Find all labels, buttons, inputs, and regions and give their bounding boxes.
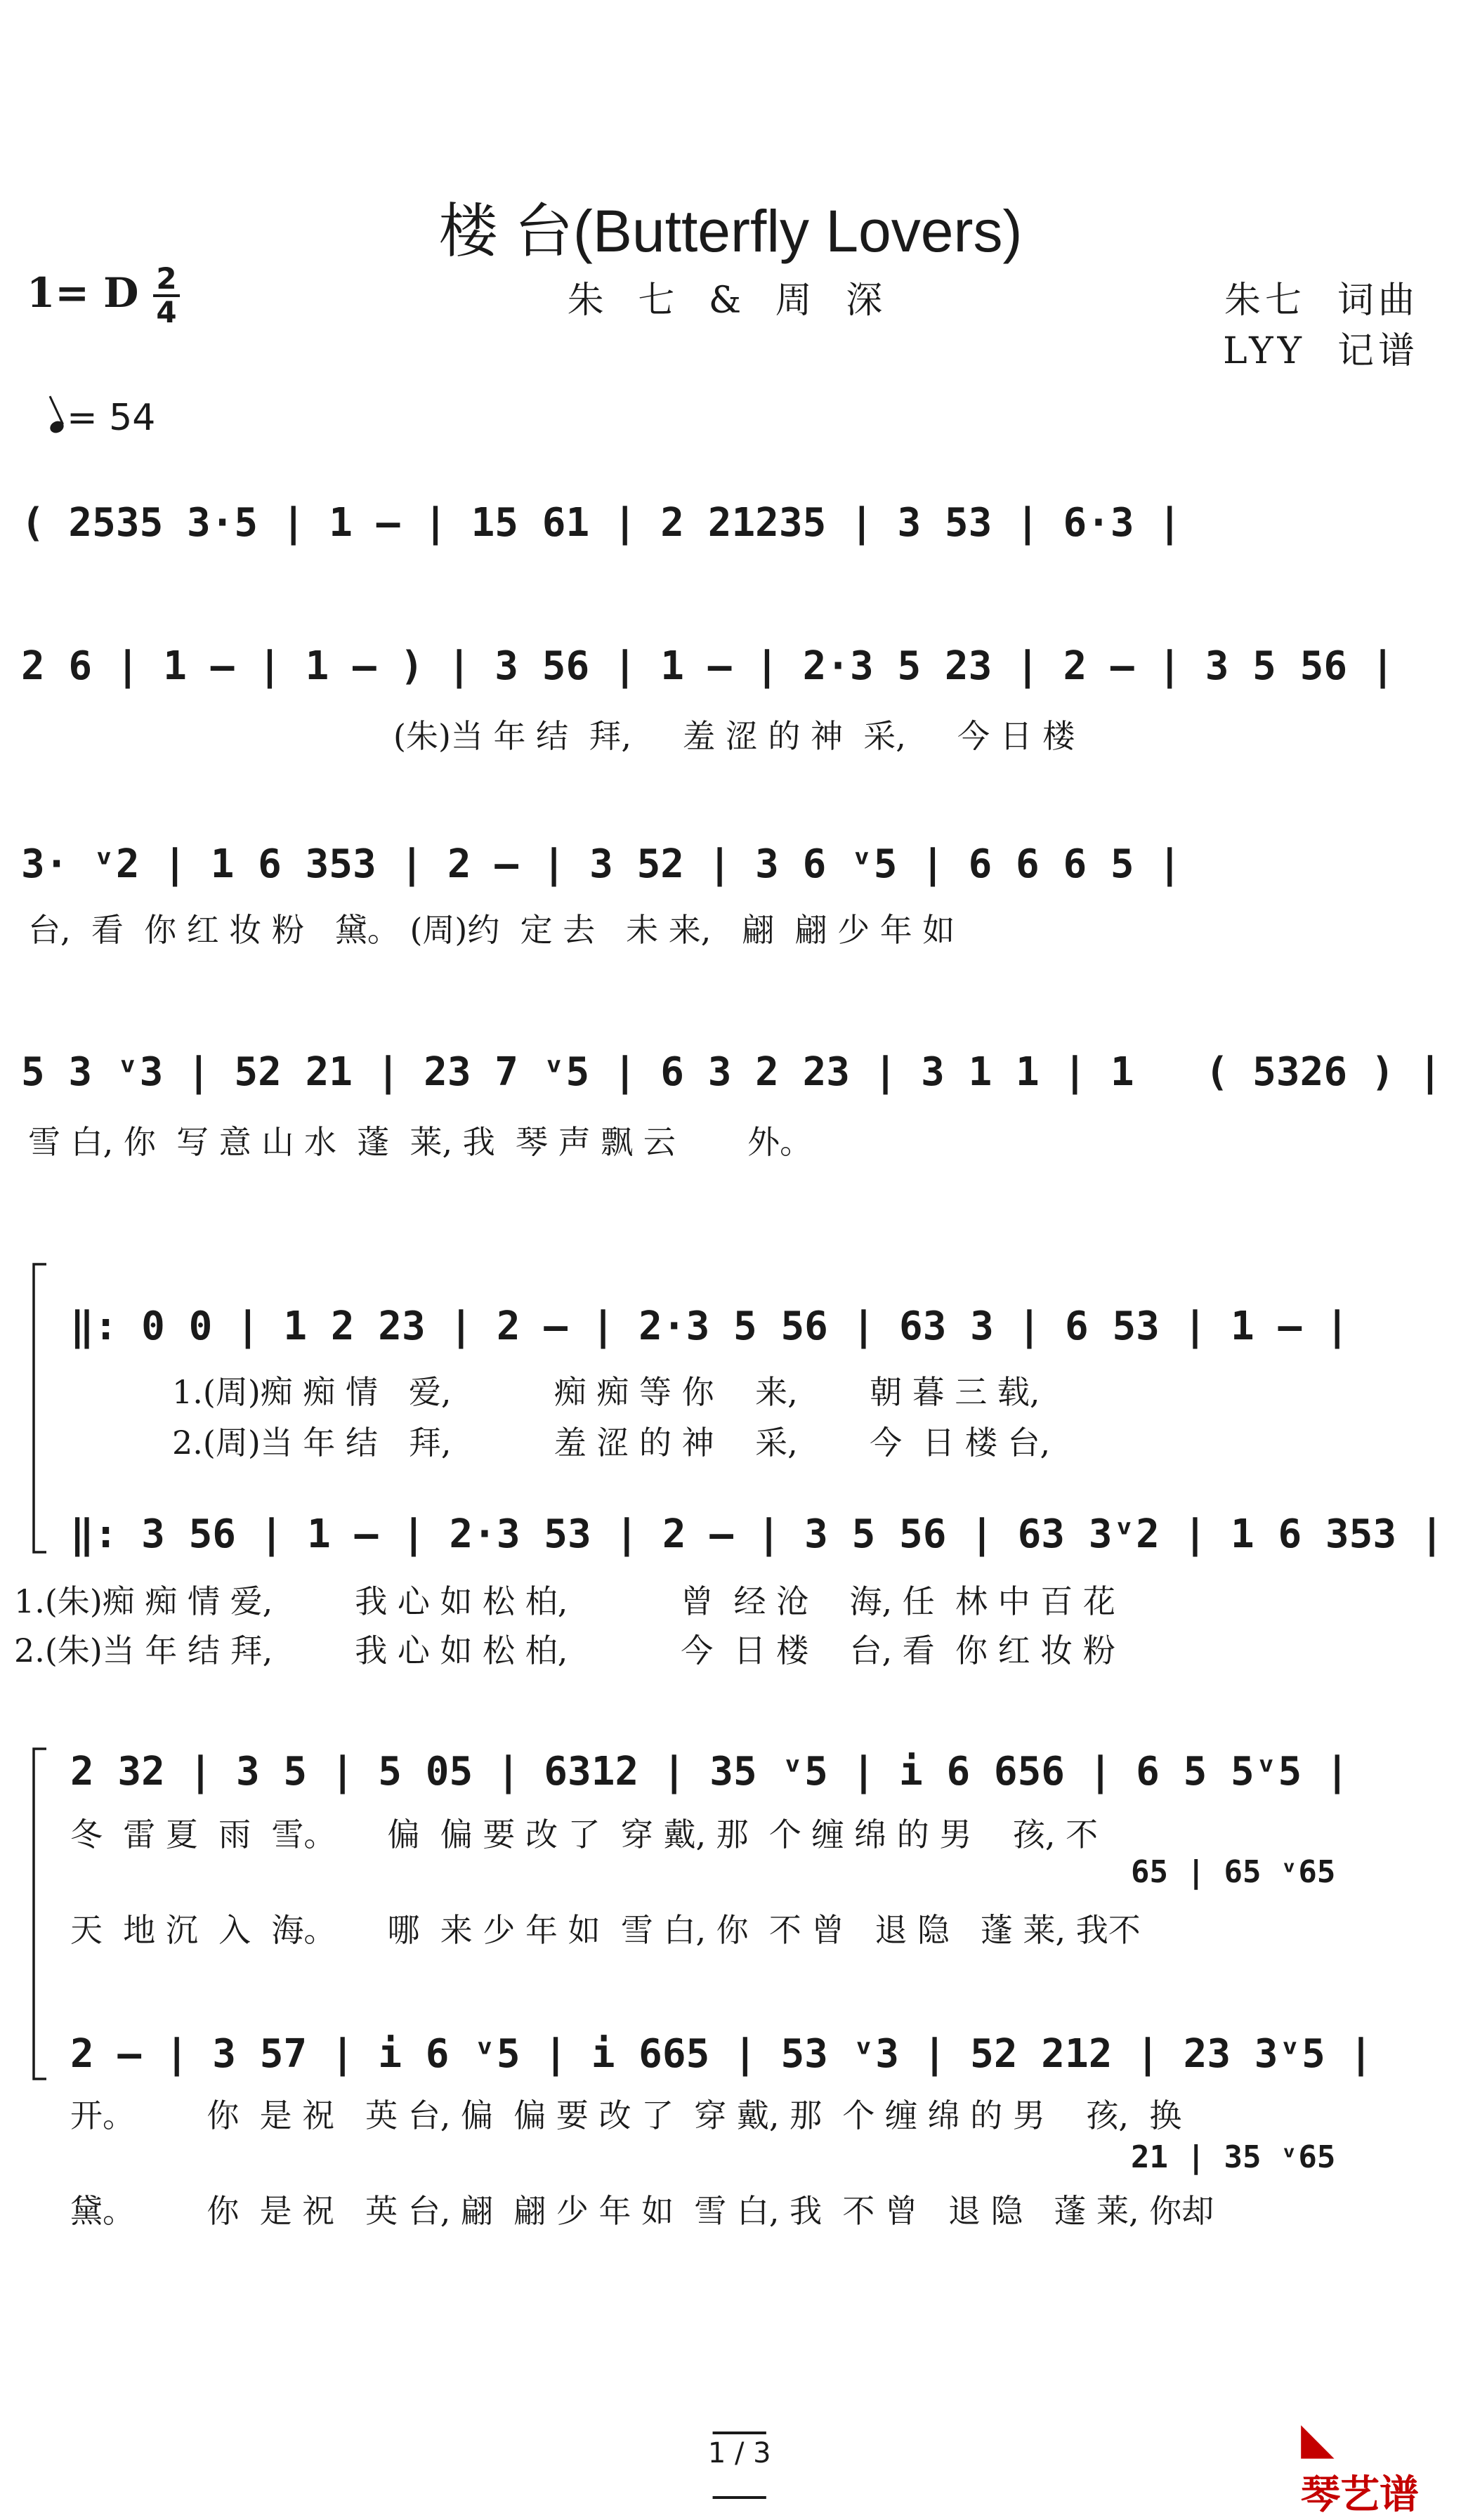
system-8-harmony: 21 | 35 ᵛ65	[1131, 2139, 1336, 2175]
system-7-lyrics-2: 天 地 沉 入 海。 哪 来 少 年 如 雪 白, 你 不 曾 退 隐 蓬 莱, 我不	[70, 1911, 1141, 1949]
system-2-notes: 2 6 | 1 – | 1 – ) | 3 56 | 1 – | 2·3 5 23 | 2 – | 3 5 56 |	[21, 643, 1395, 689]
site-logo: ◣ 琴艺谱	[1301, 2413, 1419, 2518]
system-5-lyrics-1: 1.(周)痴 痴 情 爱, 痴 痴 等 你 来, 朝 暮 三 载,	[172, 1373, 1040, 1411]
system-6-lyrics-1: 1.(朱)痴 痴 情 爱, 我 心 如 松 柏, 曾 经 沧 海, 任 林 中 百 花	[14, 1582, 1115, 1620]
system-7-harmony: 65 | 65 ᵛ65	[1131, 1854, 1336, 1890]
logo-icon: ◣	[1301, 2413, 1335, 2464]
key-signature: 1= D	[27, 269, 139, 317]
system-3-lyrics: 台, 看 你 红 妆 粉 黛。 (周)约 定 去 未 来, 翩 翩 少 年 如	[28, 911, 955, 949]
time-signature-bottom: 4	[156, 295, 177, 329]
system-4-lyrics: 雪 白, 你 写 意 山 水 蓬 莱, 我 琴 声 飘 云 外。	[28, 1123, 813, 1161]
system-8-lyrics-1: 开。 你 是 祝 英 台, 偏 偏 要 改 了 穿 戴, 那 个 缠 绵 的 男 孩, 换	[70, 2096, 1182, 2134]
page-number: 1 / 3	[707, 2437, 771, 2469]
song-title: 楼 台(Butterfly Lovers)	[438, 198, 1023, 264]
system-8-notes: 2 – | 3 57 | i 6 ᵛ5 | i 665 | 53 ᵛ3 | 52 212 | 23 3ᵛ5 |	[70, 2031, 1373, 2077]
system-6-notes: ‖: 3 56 | 1 – | 2·3 53 | 2 – | 3 5 56 | 63 3ᵛ2 | 1 6 353 |	[70, 1511, 1444, 1557]
bracket-systems-7-8	[34, 1749, 46, 2079]
singers: 朱 七 & 周 深	[567, 280, 894, 322]
bracket-systems-5-6	[34, 1264, 46, 1552]
system-7-lyrics-1: 冬 雷 夏 雨 雪。 偏 偏 要 改 了 穿 戴, 那 个 缠 绵 的 男 孩, 不	[70, 1816, 1099, 1853]
credit-words-music: 朱七 词曲	[1224, 280, 1419, 322]
credit-transcribed: LYY 记谱	[1223, 330, 1419, 372]
system-5-notes: ‖: 0 0 | 1 2 23 | 2 – | 2·3 5 56 | 63 3 | 6 53 | 1 – |	[70, 1304, 1349, 1349]
system-2-lyrics: (朱)当 年 结 拜, 羞 涩 的 神 采, 今 日 楼	[393, 717, 1075, 755]
system-1-notes: ( 2535 3·5 | 1 – | 15 61 | 2 21235 | 3 53 | 6·3 |	[21, 500, 1182, 546]
system-4-notes: 5 3 ᵛ3 | 52 21 | 23 7 ᵛ5 | 6 3 2 23 | 3 1 1 | 1 ( 5326 ) |	[21, 1049, 1442, 1095]
time-signature-top: 2	[156, 261, 177, 296]
tempo-marking: = 54	[27, 355, 155, 439]
system-7-notes: 2 32 | 3 5 | 5 05 | 6312 | 35 ᵛ5 | i 6 656 | 6 5 5ᵛ5 |	[70, 1749, 1349, 1794]
system-5-lyrics-2: 2.(周)当 年 结 拜, 羞 涩 的 神 采, 今 日 楼 台,	[172, 1424, 1051, 1462]
system-6-lyrics-2: 2.(朱)当 年 结 拜, 我 心 如 松 柏, 今 日 楼 台, 看 你 红 妆 粉	[14, 1632, 1115, 1669]
system-3-notes: 3· ᵛ2 | 1 6 353 | 2 – | 3 52 | 3 6 ᵛ5 | 6 6 6 5 |	[21, 841, 1182, 887]
system-8-lyrics-2: 黛。 你 是 祝 英 台, 翩 翩 少 年 如 雪 白, 我 不 曾 退 隐 蓬 莱, 你却	[70, 2192, 1214, 2230]
